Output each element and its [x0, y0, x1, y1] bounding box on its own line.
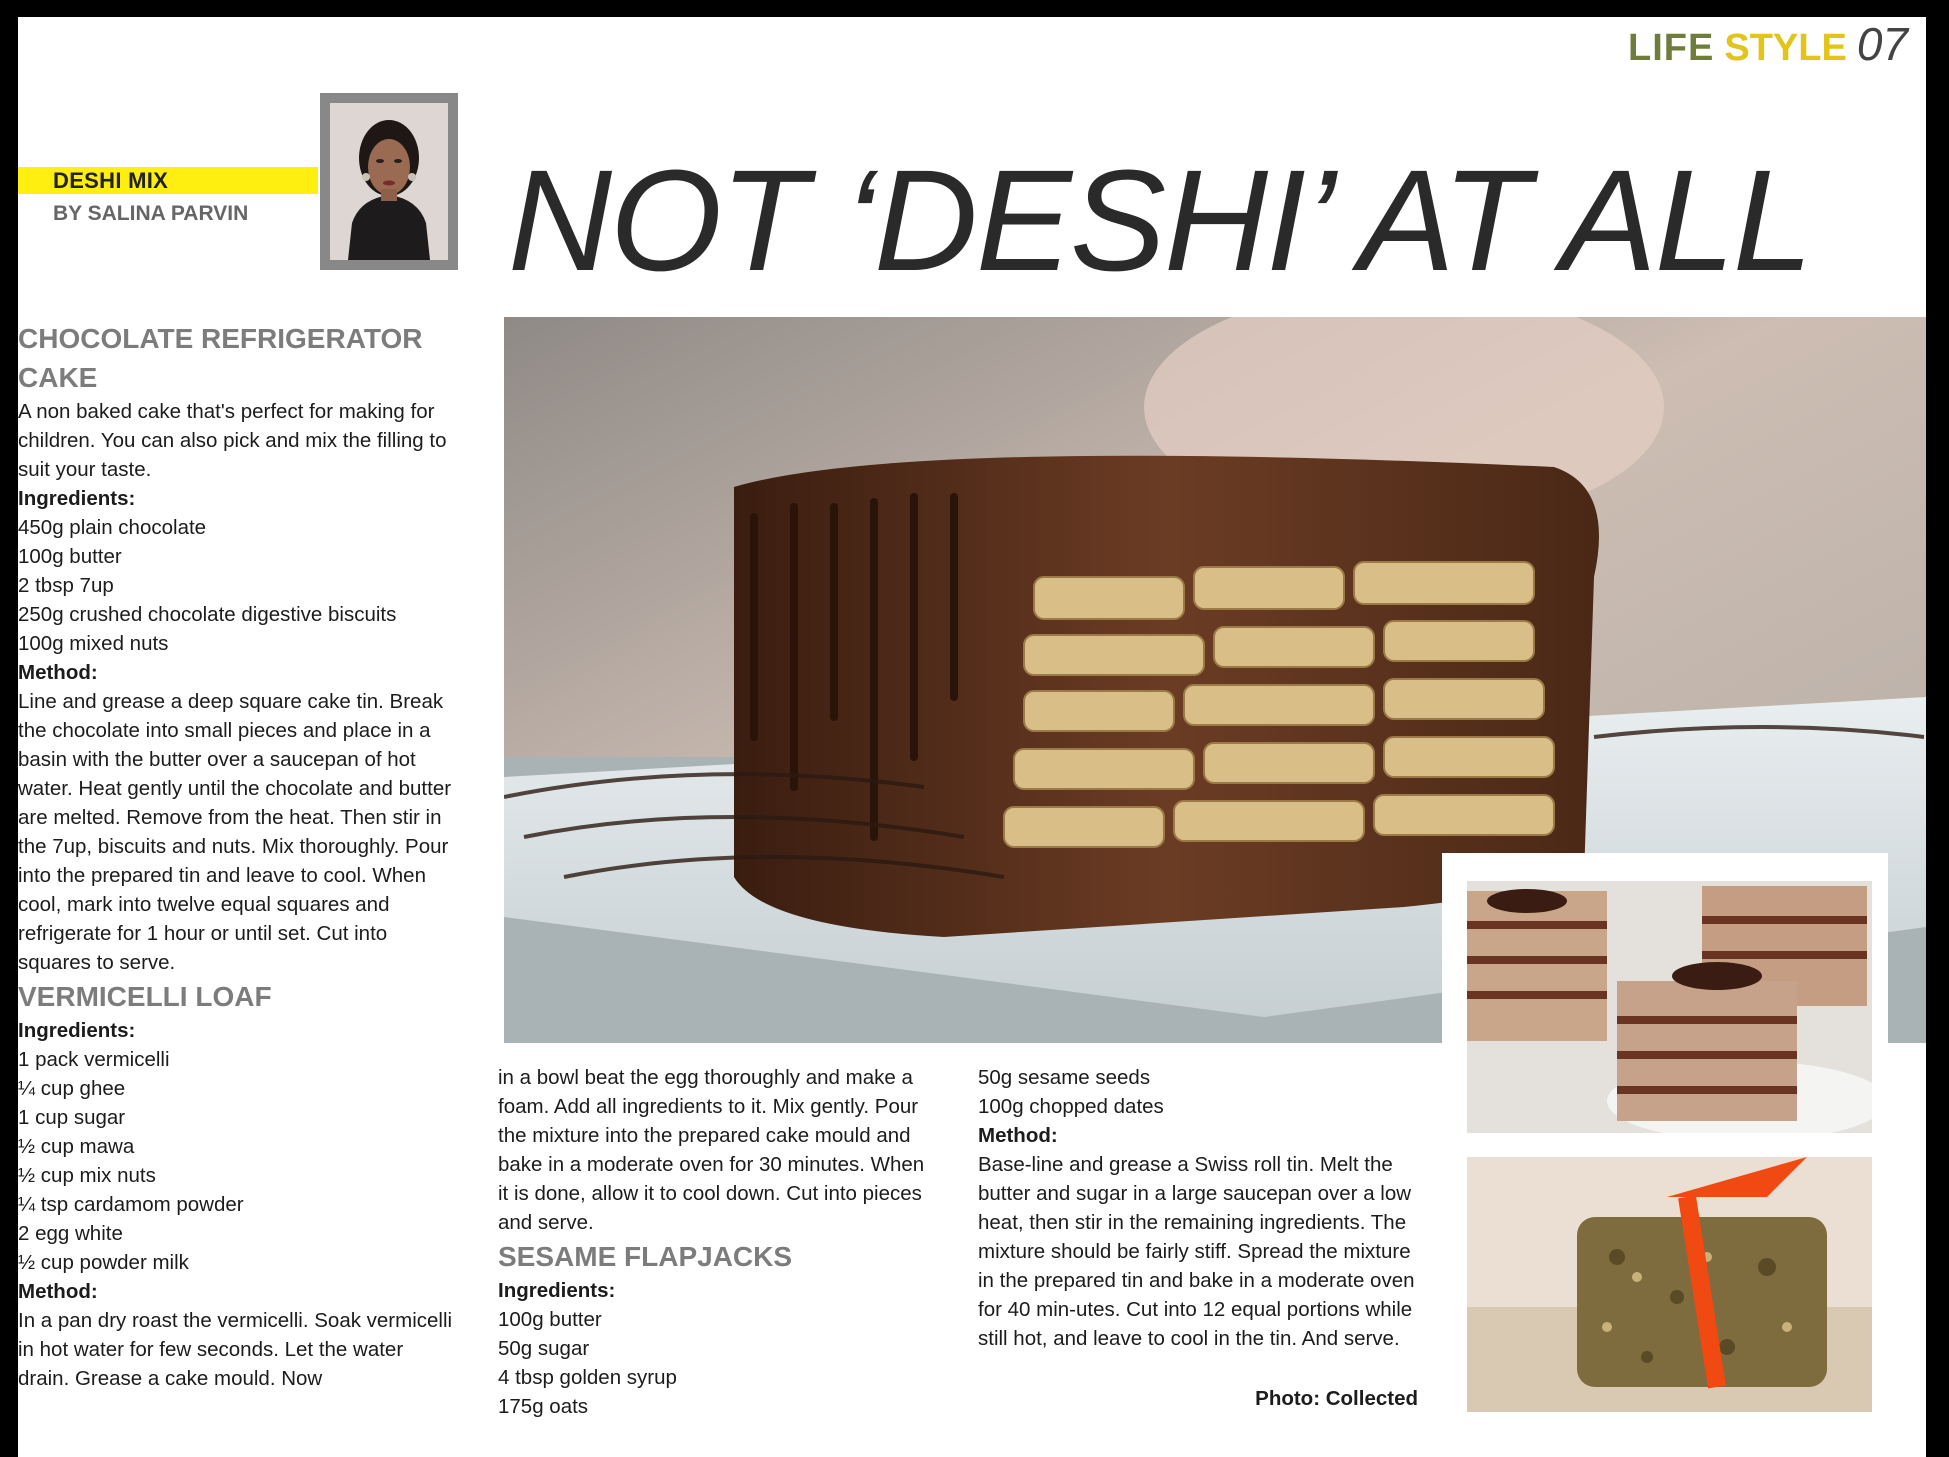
- sesame-ingredient-list-a: [498, 1305, 938, 1421]
- photo-credit: Photo: Collected: [1255, 1387, 1418, 1410]
- brand-life: LIFE: [1628, 27, 1715, 69]
- text-column-3: [978, 1063, 1418, 1353]
- list-item: ½ cup mawa: [18, 1135, 135, 1158]
- column-name: DESHI MIX: [53, 168, 169, 193]
- flapjacks-photo: [1467, 1157, 1872, 1412]
- text-column-1: [18, 319, 458, 1393]
- chocolate-ingredients-label: Ingredients:: [18, 487, 136, 510]
- cake-slices-photo: [1467, 881, 1872, 1133]
- section-brand: [1628, 17, 1908, 70]
- list-item: 2 tbsp 7up: [18, 574, 114, 597]
- page-number: 07: [1856, 18, 1908, 70]
- newspaper-page: [18, 17, 1926, 1457]
- sesame-ingredient-list-b: [978, 1063, 1418, 1121]
- brand-style: STYLE: [1724, 27, 1847, 69]
- sesame-method-label: Method:: [978, 1124, 1058, 1147]
- list-item: ½ cup mix nuts: [18, 1164, 156, 1187]
- headline: NOT ‘DESHI’ AT ALL: [508, 140, 1811, 301]
- list-item: 175g oats: [498, 1395, 589, 1418]
- vermicelli-ingredient-list: [18, 1045, 458, 1277]
- list-item: 1 cup sugar: [18, 1106, 126, 1129]
- list-item: 450g plain chocolate: [18, 516, 207, 539]
- text-column-2: [498, 1063, 938, 1421]
- list-item: ¼ tsp cardamom powder: [18, 1193, 244, 1216]
- sesame-ingredients-label: Ingredients:: [498, 1279, 616, 1302]
- list-item: ¼ cup ghee: [18, 1077, 126, 1100]
- chocolate-intro: A non baked cake that's perfect for making for children. You can also pick and mix the filling to suit your taste.: [18, 400, 447, 481]
- author-photo: [330, 103, 448, 260]
- recipe-title-chocolate: CHOCOLATE REFRIGERATOR CAKE: [18, 323, 423, 393]
- recipe-title-sesame: SESAME FLAPJACKS: [498, 1241, 793, 1272]
- vermicelli-method-label: Method:: [18, 1280, 98, 1303]
- sesame-method: Base-line and grease a Swiss roll tin. Melt the butter and sugar in a large saucepan over a low heat, then stir in the remaining ingredients. The mixture should be fairly stiff. Spread the mixture in the prepared tin and bake in a moderate oven for 40 min-utes. Cut into 12 equal portions while still hot, and leave to cool in the tin. And serve.: [978, 1153, 1415, 1350]
- byline: BY SALINA PARVIN: [53, 202, 249, 225]
- vermicelli-method-part2: in a bowl beat the egg thoroughly and make a foam. Add all ingredients to it. Mix gently. Pour the mixture into the prepared cake mould and bake in a moderate oven for 30 minutes. When it is done, allow it to cool down. Cut into pieces and serve.: [498, 1066, 925, 1234]
- list-item: 100g chopped dates: [978, 1095, 1164, 1118]
- list-item: 100g butter: [18, 545, 122, 568]
- list-item: 2 egg white: [18, 1222, 123, 1245]
- list-item: 250g crushed chocolate digestive biscuits: [18, 603, 397, 626]
- list-item: 100g mixed nuts: [18, 632, 169, 655]
- recipe-title-vermicelli: VERMICELLI LOAF: [18, 981, 272, 1012]
- list-item: 4 tbsp golden syrup: [498, 1366, 677, 1389]
- vermicelli-ingredients-label: Ingredients:: [18, 1019, 136, 1042]
- list-item: 50g sesame seeds: [978, 1066, 1151, 1089]
- chocolate-method: Line and grease a deep square cake tin. Break the chocolate into small pieces and place in a basin with the butter over a saucepan of hot water. Heat gently until the chocolate and butter are melted. Remove from the heat. Then stir in the 7up, biscuits and nuts. Mix thoroughly. Pour into the prepared tin and leave to cool. When cool, mark into twelve equal squares and refrigerate for 1 hour or until set. Cut into squares to serve.: [18, 690, 452, 974]
- chocolate-method-label: Method:: [18, 661, 98, 684]
- list-item: 1 pack vermicelli: [18, 1048, 170, 1071]
- list-item: ½ cup powder milk: [18, 1251, 189, 1274]
- vermicelli-method-part1: In a pan dry roast the vermicelli. Soak vermicelli in hot water for few seconds. Let the water drain. Grease a cake mould. Now: [18, 1309, 453, 1390]
- chocolate-ingredient-list: [18, 513, 458, 658]
- list-item: 100g butter: [498, 1308, 602, 1331]
- list-item: 50g sugar: [498, 1337, 590, 1360]
